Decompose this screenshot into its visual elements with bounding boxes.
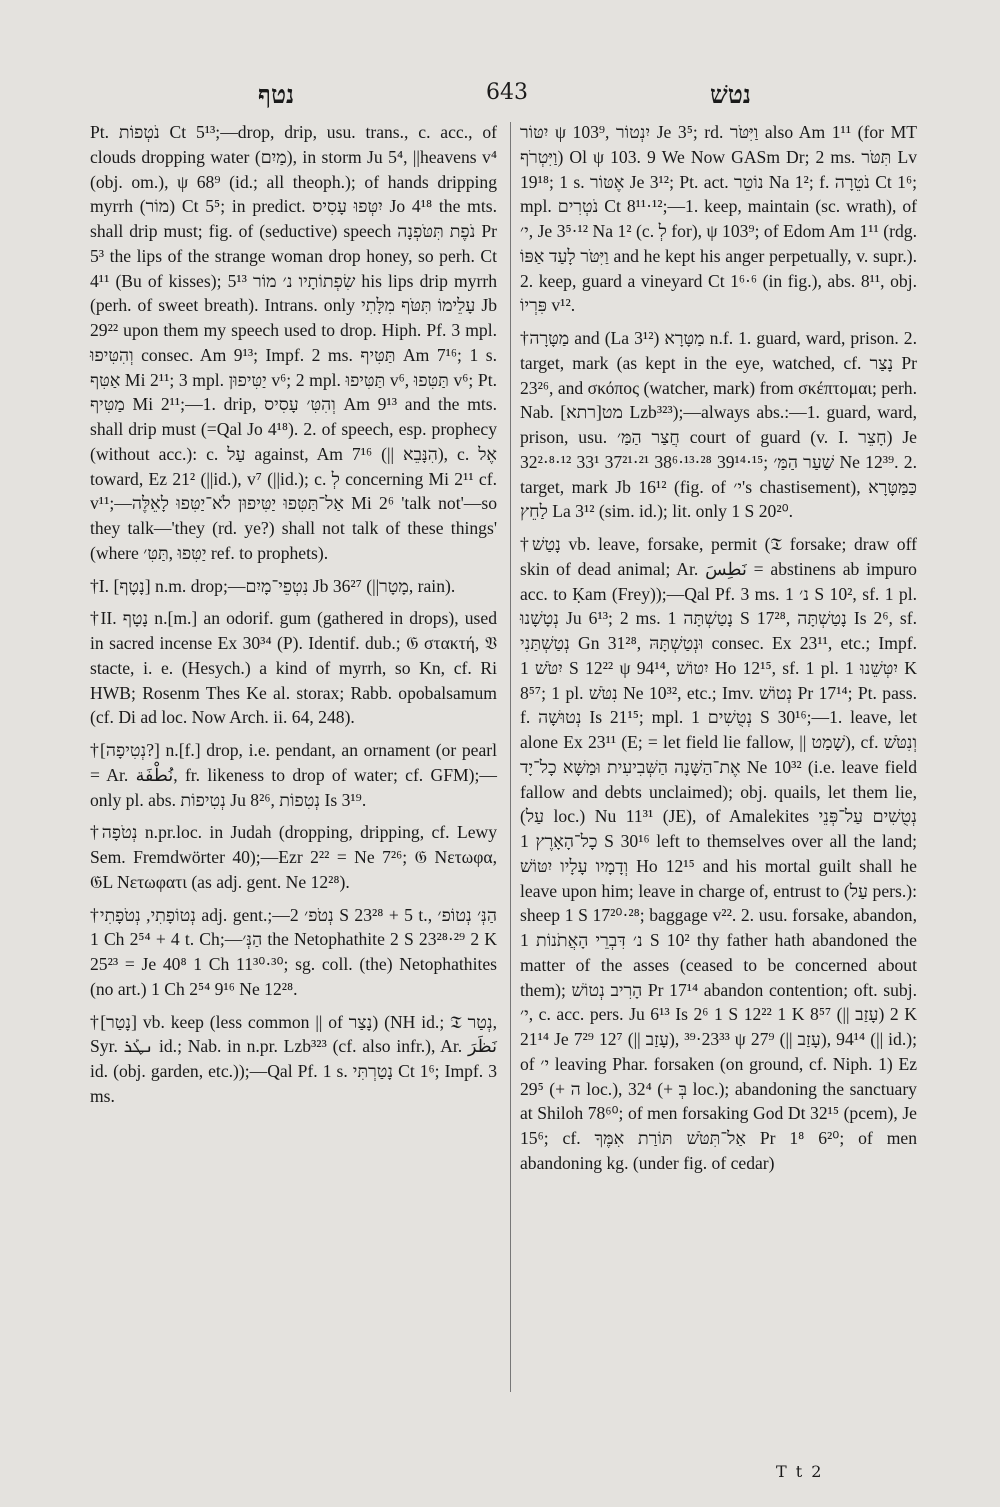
entry-nataph-1: †I. [נָטָף] n.m. drop;—נִטְפֵי־מָיִם Jb 36²⁷ (||מָטָר, rain).: [90, 575, 456, 596]
entry-netophathi: †נְטוֹפָתִי, נְטֹפָתִי adj. gent.;—נְטֹפ׳ 2 S 23²⁸ + 5 t., הַנְּ׳ נְטוֹפ׳ 1 Ch 2⁵⁴ + 4 t. Ch;—הַנְּ׳ the Netophathite 2 S 23²⁸·²⁹ 2 K 25²³ = Je 40⁸ 1 Ch 11³⁰·³⁰; sg. coll. (the) Netophathites (no art.) 1 Ch 2⁵⁴ 9¹⁶ Ne 12²⁸.: [90, 904, 497, 999]
entry-natash: †נָטַשׁ vb. leave, forsake, permit (𝔗 forsake; draw off skin of dead animal; Ar. نَطِسَ = abstinens ab impuro acc. to Ḳam (Frey));—Qal Pf. 3 ms. נ׳ 1 S 10², sf. 1 pl. נְטָשָׁנוּ Ju 6¹³; 2 ms. נָטַשְׁתָּה 1 S 17²⁸, נָטַשְׁתָּה Is 2⁶, sf. נְטַשְׁתַּנִי Gn 31²⁸, וּנְטַשְׁתָּהּ consec. Ex 23¹¹, etc.; Impf. יִטֹּשׁ 1 S 12²² ψ 94¹⁴, יִטּוֹשׁ Ho 12¹⁵, sf. 1 pl. יִטְּשֵׁנוּ 1 K 8⁵⁷; 1 pl. נִטֹּשׁ Ne 10³², etc.; Imv. נְטוֹשׁ Pr 17¹⁴; Pt. pass. f. נְטוּשָׁה Is 21¹⁵; mpl. נְטֻשִׁים 1 S 30¹⁶;—1. leave, let alone Ex 23¹¹ (E; = let field lie fallow, || שָׁמַט), cf. וְנִטֹּשׁ אֶת־הַשָּׁנָה הַשְּׁבִיעִית וּמַשָּׁא כָל־יָד Ne 10³² (i.e. leave field fallow and debts unclaimed); obj. quails, let them lie, (עַל loc.) Nu 11³¹ (JE), of Amalekites נְטֻשִׁים עַל־פְּנֵי כָל־הָאָרֶץ 1 S 30¹⁶ left to themselves over all the land; וְדָמָיו עָלָיו יִטּוֹשׁ Ho 12¹⁵ and his mortal guilt shall he leave upon him; leave in charge of, entrust to (עַל pers.): sheep 1 S 17²⁰·²⁸; baggage v²². 2. usu. forsake, abandon, נ׳ דִּבְרֵי הָאֲתֹנוֹת 1 S 10² thy father hath abandoned the matter of the asses (ceased to be concerned about them); הָרִיב נְטוֹשׁ Pr 17¹⁴ abandon contention; oft. subj. י׳, c. acc. pers. Ju 6¹³ Is 2⁶ 1 S 12²² 1 K 8⁵⁷ (|| עָזַב) 2 K 21¹⁴ Je 7²⁹ 12⁷ (|| עָזַב), 23³³·³⁹ ψ 27⁹ (|| עָזַב), 94¹⁴ (|| id.); of י׳ leaving Phar. forsaken (on ground, cf. Niph. 1) Ez 29⁵ (+ ה loc.), 32⁴ (+ בְּ loc.); abandoning the sanctuary at Shiloh 78⁶⁰; of men forsaking God Dt 32¹⁵ (pcem), Je 15⁶; cf. אַל־תִּטֹּשׁ תּוֹרַת אִמֶּךָ Pr 1⁸ 6²⁰; of men abandoning kg. (under fig. of cedar): [520, 534, 918, 1173]
entry-mattarah: †מַטָּרָה and (La 3¹²) מַטָּרָא n.f. 1. guard, ward, prison. 2. target, mark (as kept in the eye, watched, cf. נָצַר Pr 23²⁶, and σκόπος (watcher, mark) from σκέπτομαι; perh. Nab. [מט[רתא Lzb³²³);—always abs.:—1. guard, ward, prison, usu. חֲצַר הַמַּ׳ court of guard (v. I. חָצֵר) Je 32²·⁸·¹² 33¹ 37²¹·²¹ 38⁶·¹³·²⁸ 39¹⁴·¹⁵; שַׁעַר הַמַּ׳ Ne 12³⁹. 2. target, mark Jb 16¹² (fig. of י׳'s chastisement), כַּמַּטָּרָא לַחֵץ La 3¹² (sim. id.); lit. only 1 S 20²⁰.: [520, 328, 918, 522]
entry-netiphah: †[נְטִיפָה?] n.[f.] drop, i.e. pendant, an ornament (or pearl = Ar. نُطْفَة, fr. likeness to drop of water; cf. GFM);—only pl. abs. נְטִיפוֹת Ju 8²⁶, נְטִפוֹת Is 3¹⁹.: [90, 740, 498, 810]
left-column: [90, 120, 497, 1109]
entry-nataph-2: †II. נָטָף n.[m.] an odorif. gum (gathered in drops), used in sacred incense Ex 30³⁴ (P). Identif. dub.; 𝔊 στακτή, 𝔙 stacte, i. e. (Hesych.) a kind of myrrh, so Kn, cf. Ri HWB; Rosenm Thes Ke al. storax; Rabb. opobalsamum (cf. Di ad loc. Now Arch. ii. 64, 248).: [90, 608, 497, 728]
running-head-right: נטשׁ: [710, 80, 751, 109]
right-column: [520, 120, 917, 1176]
running-head-left: נטף: [258, 80, 295, 109]
entry-netophah: †נְטֹפָה n.pr.loc. in Judah (dropping, dripping, cf. Lewy Sem. Fremdwörter 40);—Ezr 2²² = Ne 7²⁶; 𝔊 Νετωφα, 𝔊L Νετωφατι (as adj. gent. Ne 12²⁸).: [90, 822, 498, 892]
entry-natap-continued: Pt. נֹטְפוֹת Ct 5¹³;—drop, drip, usu. trans., c. acc., of clouds dropping water (מַיִם), in storm Ju 5⁴, ||heavens v⁴ (obj. om.), ψ 68⁹ (id.; all theoph.); of hands dripping myrrh (מוֹר) Ct 5⁵; in predict. יִטְּפוּ עָסִיס Jo 4¹⁸ the mts. shall drip must; fig. of (seductive) speech נֹפֶת תִּטֹּפְנָה Pr 5³ the lips of the strange woman drop honey, so perh. Ct 4¹¹ (Bu of kisses); שִׂפְתוֹתָיו נ׳ מוֹר 5¹³ his lips drip myrrh (perh. of sweet breath). Intrans. only עָלֵימוֹ תִּטֹּף מִלָּתִי Jb 29²² upon them my speech used to drop. Hiph. Pf. 3 mpl. וְהִטִּיפוּ consec. Am 9¹³; Impf. 2 ms. תַּטִּיף Am 7¹⁶; 1 s. אַטִּף Mi 2¹¹; 3 mpl. יַטִּיפוּן v⁶; 2 mpl. תַּטִּיפוּ v⁶, תַּטִּפוּ v⁶; Pt. מַטִּיף Mi 2¹¹;—1. drip, וְהִטִּ׳ עָסִיס Am 9¹³ and the mts. shall drip must (=Qal Jo 4¹⁸). 2. of speech, esp. prophecy (without acc.): c. עַל against, Am 7¹⁶ (|| הִנָּבֵא), c. אֶל toward, Ez 21² (||id.), v⁷ (||id.); c. לְ concerning Mi 2¹¹ cf. v¹¹;—אַל־תַּטִּפוּ יַטִּיפוּן לֹא־יַטִּפוּ לָאֵלֶּה Mi 2⁶ 'talk not'—so they talk—'they (rd. ye?) shall not talk of these things' (where יַטִּפוּ ,תַּטִּ׳ ref. to prophets).: [90, 122, 498, 563]
page-number: 643: [486, 80, 528, 105]
column-divider: [510, 122, 511, 1392]
entry-natar-continued: יִטּוֹר ψ 103⁹, יִנְטוֹר Je 3⁵; rd. וַיִּטֹּר also Am 1¹¹ (for MT וַיִּטְרֹף) Ol ψ 103. 9 We Now GASm Dr; 2 ms. תִּטֹּר Lv 19¹⁸; 1 s. אֶטּוֹר Je 3¹²; Pt. act. נוֹטֵר Na 1²; f. נֹטֵרָה Ct 1⁶; mpl. נֹטְרִים Ct 8¹¹·¹²;—1. keep, maintain (sc. wrath), of י׳, Je 3⁵·¹² Na 1² (c. לְ for), ψ 103⁹; of Edom Am 1¹¹ (rdg. וַיִּטֹּר לָעַד אַפּוֹ and he kept his anger perpetually, v. supr.). 2. keep, guard a vineyard Ct 1⁶·⁶ (in fig.), abs. 8¹¹, obj. פִּרְיוֹ v¹².: [520, 122, 917, 316]
entry-natar: †[נָטַר] vb. keep (less common || of נָצַר) (NH id.; 𝔗 נְטַר, Syr. ܢܛܰܪ id.; Nab. in n.pr. Lzb³²³ (cf. also infr.), Ar. نَظَرَ id. (obj. garden, etc.));—Qal Pf. 1 s. נָטַרְתִּי Ct 1⁶; Impf. 3 ms.: [90, 1011, 498, 1106]
signature-mark: T t 2: [776, 1462, 824, 1481]
